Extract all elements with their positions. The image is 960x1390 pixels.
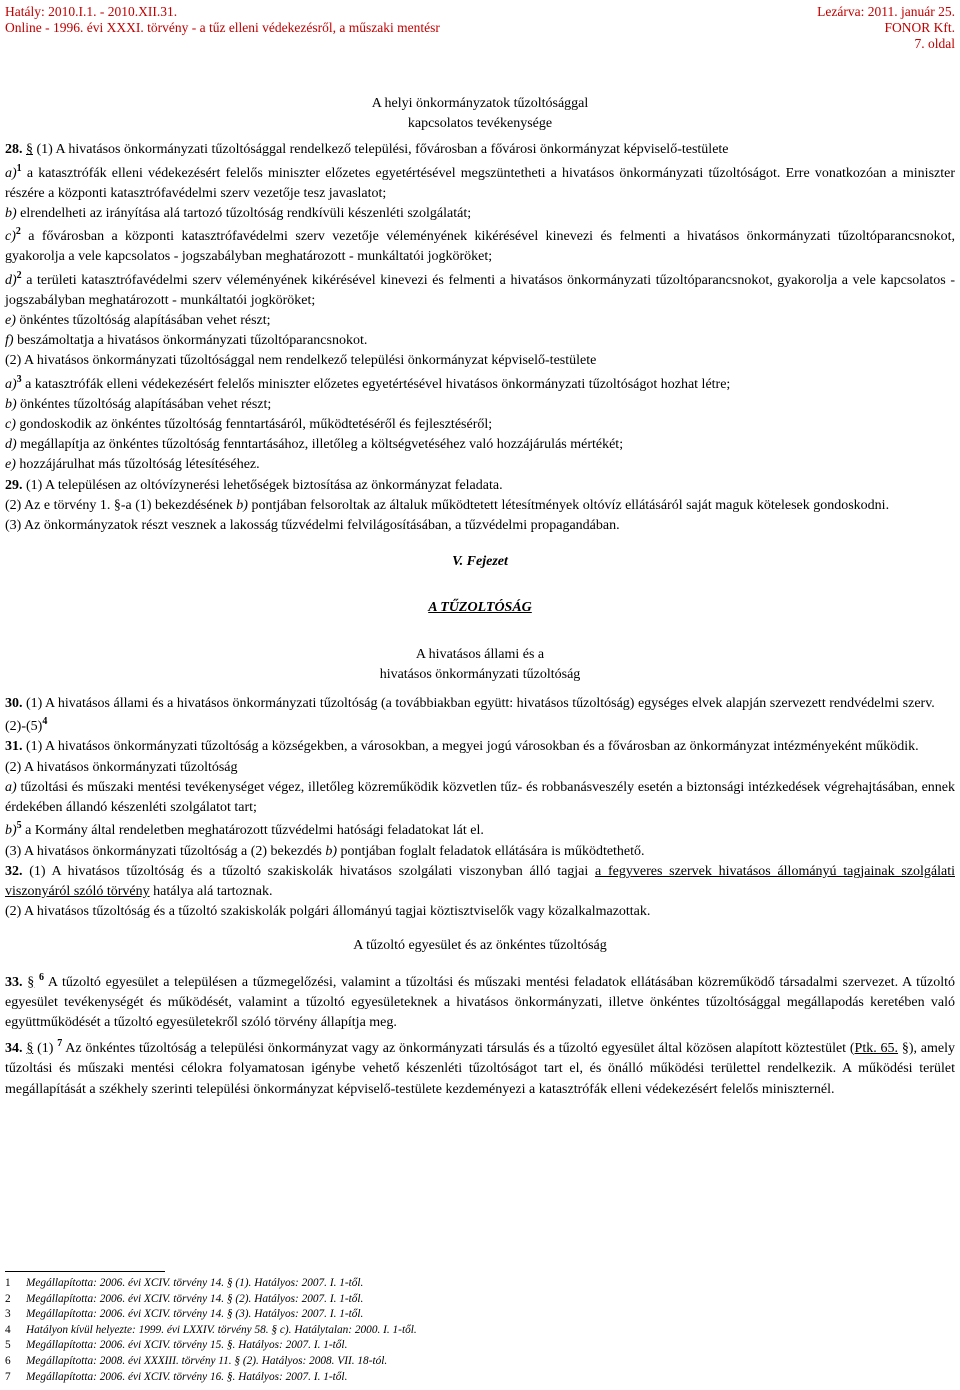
footnote-number: 7 [5,1370,11,1383]
section-sign-link[interactable]: § [27,974,35,990]
footnote-ref[interactable]: 5 [16,820,22,832]
footnote-ref[interactable]: 1 [16,162,22,174]
paragraph-text: pontjában felsoroltak az általuk működtetett létesítmények oltóvíz ellátásáról saját maguk kötelesek gondoskodni. [247,497,890,513]
paragraph-31-2: (2) A hivatásos önkormányzati tűzoltóság [5,759,238,775]
footnote-number: 4 [5,1323,11,1336]
document-body [5,0,955,1100]
paragraph-text: hatálya alá tartoznak. [149,883,273,899]
footnote-ref[interactable]: 2 [15,226,21,238]
point-letter: a) [5,779,17,795]
paragraph-29-1 [5,476,955,496]
footnote [5,1323,417,1339]
footnote-number: 2 [5,1292,11,1305]
section-heading-line2: hivatásos önkormányzati tűzoltóság [379,666,581,682]
chapter-subtitle: A TŰZOLTÓSÁG [428,600,532,616]
point-letter: e) [5,313,16,329]
point-text: tűzoltási és műszaki mentési tevékenységet végez, illetőleg közreműködik közvetlen tűz- és robbanásveszély esetén a biztonsági intézkedések végrehajtásában, ennek érdekében állandó készenléti szolgálatot tart; [5,779,955,816]
point-28-2-b [5,395,955,415]
footnote [5,1292,417,1308]
paragraph-text: pontjában foglalt feladatok ellátására is működtethető. [337,843,645,859]
chapter-title: V. Fejezet [452,554,508,570]
footnote-number: 3 [5,1308,11,1321]
footnote-text: Hatályon kívül helyezte: 1999. évi LXXIV. törvény 58. § c). Hatálytalan: 2000. I. 1-től. [26,1323,417,1336]
footnote-number: 6 [5,1354,11,1367]
footnote-text: Megállapította: 2006. évi XCIV. törvény 14. § (1). Hatályos: 2007. I. 1-től. [26,1277,364,1289]
point-text: önkéntes tűzoltóság alapításában vehet részt; [16,396,272,412]
footnote-ref[interactable]: 4 [42,716,48,728]
footnote-text: Megállapította: 2006. évi XCIV. törvény 14. § (3). Hatályos: 2007. I. 1-től. [26,1308,364,1321]
footnote [5,1370,417,1386]
point-text: hozzájárulhat más tűzoltóság létesítéséhez. [15,457,260,473]
paragraph-33 [5,973,955,1034]
section-sign-link[interactable]: § [26,1041,34,1057]
point-28-f [5,331,955,351]
section-heading-line1: A helyi önkormányzatok tűzoltósággal [371,96,589,111]
point-letter: b) [5,823,17,839]
footnote-ref[interactable]: 7 [57,1038,63,1050]
paragraph-text: A tűzoltó egyesület a településen a tűzmegelőzési, valamint a tűzoltási és műszaki mentési feladatok ellátásában közreműködő társadalmi szervezet. A tűzoltó egyesület tevékenységét és működését, valamint a tűzoltó egyesületeknek a hivatásos önkormányzati, illetve önkéntes tűzoltósággal megállapodás keretében való együttműködését a tűzoltó egyesületekről szóló törvény állapítja meg. [5,974,955,1030]
section-heading-line1: A hivatásos állami és a [415,646,545,662]
point-text: gondoskodik az önkéntes tűzoltóság fenntartásáról, működtetéséről és fejlesztéséről; [15,417,493,433]
paragraph-text: (3) A hivatásos önkormányzati tűzoltóság a (2) bekezdés [5,843,326,859]
point-text: önkéntes tűzoltóság alapításában vehet részt; [15,313,271,329]
point-text: megállapítja az önkéntes tűzoltóság fenntartásához, illetőleg a költségvetéséhez való hozzájárulás mértékét; [16,437,624,453]
point-letter: d) [5,272,17,288]
point-text: a fővárosban a központi katasztrófavédelmi szerv vezetője véleményének kikérésével kinevezi és felmenti a hivatásos önkormányzati tűzoltóparancsnokot, gyakorolja a vele kapcsolatos - jogszabályban meghatározott - munkáltatói jogköröket; [5,229,955,265]
civil-code-link[interactable]: Ptk. 65. [854,1041,899,1057]
point-28-2-a [5,375,955,395]
section-heading-local-gov [5,94,955,134]
footnote-text: Megállapította: 2008. évi XXXIII. törvény 11. § (2). Hatályos: 2008. VII. 18-tól. [26,1354,388,1367]
point-28-2-e [5,455,955,475]
point-letter: b) [236,497,248,513]
paragraph-text: (2)-(5) [5,719,43,735]
section-number: 28. [5,142,23,158]
paragraph-text: §), amely tűzoltási és műszaki mentési célokra folyamatosan igénybe vehető készenléti tűzoltóságot tart el, és önálló működési területtel rendelkezik. A működési terület megállapítását a székhely szerinti települési önkormányzat képviselő-testülete kezdeményezi a katasztrófák elleni védekezésért felelős miniszternél. [5,1041,956,1097]
law-reference-link[interactable]: a fegyveres szervek hivatásos állományú tagjainak szolgálati viszonyáról szóló törvény [5,863,955,899]
section-heading-fire-service [5,645,955,685]
header-act-title: Online - 1996. évi XXXI. törvény - a tűz elleni védekezésről, a műszaki mentésr [5,20,440,35]
footnotes [5,1276,417,1385]
paragraph-29-2 [5,496,955,516]
point-text: a katasztrófák elleni védekezésért felelős miniszter előzetes egyetértésével hivatásos önkormányzati tűzoltóságot hozhat létre; [21,376,731,392]
header-closed-date: Lezárva: 2011. január 25. [817,4,955,19]
point-letter: b) [5,206,17,222]
paragraph-28-intro [5,140,955,160]
paragraph-text: (2) Az e törvény 1. §-a (1) bekezdésének [5,497,237,513]
footnote-text: Megállapította: 2006. évi XCIV. törvény 14. § (2). Hatályos: 2007. I. 1-től. [26,1292,364,1305]
footnote [5,1307,417,1323]
footnote-number: 1 [5,1277,11,1289]
header-page-number: 7. oldal [914,36,955,51]
paragraph-31-1 [5,737,955,757]
paragraph-28-2: (2) A hivatásos önkormányzati tűzoltósággal nem rendelkező települési önkormányzat képviselő-testülete [5,353,597,369]
paragraph-32-1 [5,862,955,902]
footnote [5,1276,417,1292]
footnote [5,1354,417,1370]
point-text: beszámoltatja a hivatásos önkormányzati tűzoltóparancsnokot. [13,333,368,349]
point-28-a [5,164,955,204]
point-28-e [5,311,955,331]
paragraph-30-2-5 [5,717,955,737]
footnote [5,1338,417,1354]
point-letter: a) [5,376,17,392]
footnote-divider [5,1271,165,1272]
footnote-text: Megállapította: 2006. évi XCIV. törvény 16. §. Hatályos: 2007. I. 1-től. [26,1370,348,1383]
point-letter: b) [325,843,338,859]
point-31-a [5,778,955,818]
point-text: a Kormány által rendeletben meghatározott tűzvédelmi hatósági feladatokat lát el. [21,823,484,839]
point-31-b [5,821,955,841]
point-28-2-c [5,415,955,435]
section-number: 32. [5,863,23,879]
section-number: 30. [5,696,23,712]
footnote-text: Megállapította: 2006. évi XCIV. törvény 15. §. Hatályos: 2007. I. 1-től. [26,1339,348,1352]
point-text: elrendelheti az irányítása alá tartozó tűzoltóság rendkívüli készenléti szolgálatát; [16,206,472,222]
point-text: a területi katasztrófavédelmi szerv véleményének kikérésével kinevezi és felmenti a hivatásos önkormányzati tűzoltóparancsnokot, gyakorolja a vele kapcsolatos - jogszabályban meghatározott - munkáltatói jogköröket; [5,272,955,308]
paragraph-31-3 [5,842,955,862]
paragraph-text: (1) A hivatásos önkormányzati tűzoltósággal rendelkező települési, fővárosban a fővárosi önkormányzat képviselő-testülete [33,142,729,158]
section-number: 31. [5,739,23,755]
section-number: 33. [5,974,23,990]
paragraph-29-3: (3) Az önkormányzatok részt vesznek a lakosság tűzvédelmi felvilágosításában, a tűzvédelmi propagandában. [5,518,620,534]
section-number: 34. [5,1041,23,1057]
footnote-number: 5 [5,1339,11,1352]
point-28-2-d [5,435,955,455]
point-letter: e) [5,457,16,473]
paragraph-34 [5,1039,955,1100]
point-letter: a) [5,165,17,181]
point-letter: d) [5,437,17,453]
point-28-b [5,204,955,224]
paragraph-text: (1) A hivatásos állami és a hivatásos önkormányzati tűzoltóság (a továbbiakban együtt: hivatásos tűzoltóság) egységes elvek alapján szervezett rendvédelmi szerv. [22,696,935,712]
footnote-ref[interactable]: 6 [38,971,44,983]
paragraph-text: (1) A hivatásos tűzoltóság és a tűzoltó szakiskolák hivatásos szolgálati viszonyban álló tagjai [22,863,596,879]
paragraph-text: (1) A településen az oltóvízynerési lehetőségek biztosítása az önkormányzat feladata. [22,477,503,493]
paragraph-32-2: (2) A hivatásos tűzoltóság és a tűzoltó szakiskolák polgári állományú tagjai köztisztviselők vagy közalkalmazottak. [5,904,651,920]
section-heading-line2: kapcsolatos tevékenysége [407,116,553,132]
section-heading-association: A tűzoltó egyesület és az önkéntes tűzoltóság [353,938,607,954]
point-letter: c) [5,229,16,245]
point-letter: f) [5,333,14,349]
point-28-c [5,227,955,267]
point-letter: c) [5,417,16,433]
point-text: a katasztrófák elleni védekezésért felelős miniszter előzetes egyetértésével megszüntetheti a hivatásos önkormányzati tűzoltóságot. Erre vonatkozóan a miniszter részére a központi katasztrófavédelmi szerv vezetője tesz javaslatot; [5,165,955,201]
footnote-ref[interactable]: 2 [16,269,22,281]
paragraph-text: (1) [33,1041,54,1057]
paragraph-30-1 [5,694,955,714]
point-28-d [5,271,955,311]
header-publisher: FONOR Kft. [884,20,955,35]
point-letter: b) [5,396,17,412]
section-sign-link[interactable]: § [26,142,33,158]
paragraph-text: (1) A hivatásos önkormányzati tűzoltóság a községekben, a városokban, a megyei jogú városokban és a fővárosban az önkormányzat intézményeként működik. [22,739,919,755]
section-number: 29. [5,477,23,493]
footnote-ref[interactable]: 3 [16,373,22,385]
paragraph-text: Az önkéntes tűzoltóság a települési önkormányzat vagy az önkormányzati társulás és a tűzoltó egyesület által közösen alapított köztestület ( [62,1041,855,1057]
header-validity: Hatály: 2010.I.1. - 2010.XII.31. [5,4,178,19]
